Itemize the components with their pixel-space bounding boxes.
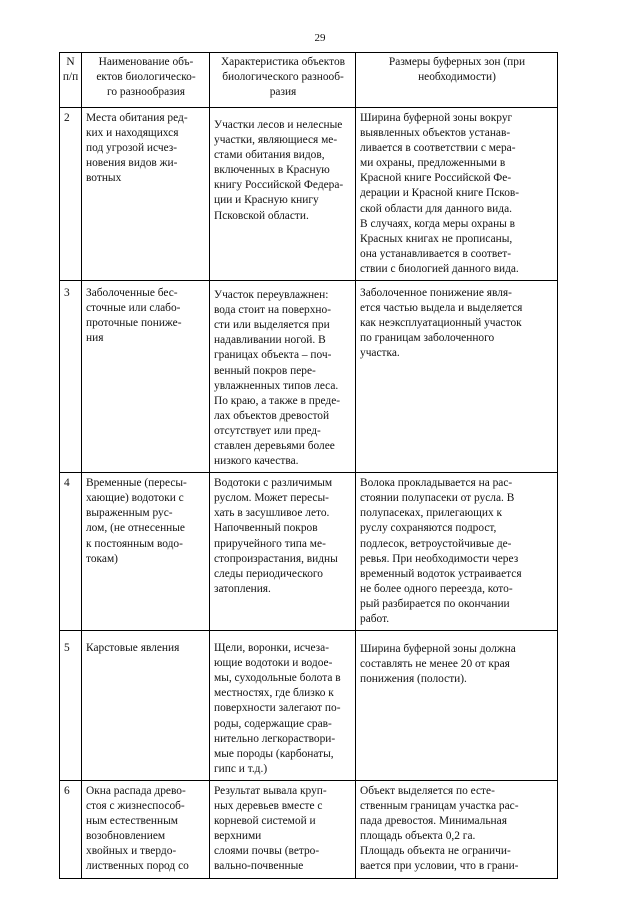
biodiversity-objects-table — [59, 52, 558, 879]
table-row — [60, 780, 558, 878]
row-number: 4 — [60, 473, 82, 631]
characteristic-cell: Щели, воронки, исчеза- ющие водотоки и водое- мы, суходольные болота в местностях, где близко к поверхности залегают по- роды, содержащие срав- нительно легкораствори- мые породы (карбонаты, гипс и т.д.) — [210, 631, 356, 781]
object-name-cell: Временные (пересы- хающие) водотоки с выраженным рус- лом, (не отнесенные к постоянным водо- токам) — [82, 473, 210, 631]
buffer-zone-cell: Ширина буферной зоны вокруг выявленных объектов устанав- ливается в соответствии с мера- ми охраны, предложенными в Красной книге Российской Фе- дерации и Красной книге Псков- ской области для данного вида. В случаях, когда меры охраны в Красных книгах не прописаны, она устанавливается в соответ- ствии с биологией данного вида. — [356, 108, 558, 281]
object-name-cell: Карстовые явления — [82, 631, 210, 781]
characteristic-cell: Водотоки с различимым руслом. Может пересы- хать в засушливое лето. Напочвенный покров приручейного типа ме- стопроизрастания, видны следы периодического затопления. — [210, 473, 356, 631]
table-row — [60, 108, 558, 281]
object-name-cell: Места обитания ред- ких и находящихся под угрозой исчез- новения видов жи- вотных — [82, 108, 210, 281]
page-number: 29 — [314, 32, 326, 44]
row-number: 3 — [60, 281, 82, 473]
characteristic-cell: Участок переувлажнен: вода стоит на поверхно- сти или выделяется при надавливании ногой. В границах объекта – поч- венный покров пере- увлажненных типов леса. По краю, а также в преде- лах объектов древостой отсутствует или пред- ставлен деревьями более низкого качества. — [210, 281, 356, 473]
buffer-zone-cell: Объект выделяется по есте- ственным границам участка рас- пада древостоя. Минимальная площадь объекта 0,2 га. Площадь объекта не ограничи- вается при условии, что в грани- — [356, 780, 558, 878]
buffer-zone-cell: Заболоченное понижение явля- ется частью выдела и выделяется как неэксплуатационный участок по границам заболоченного участка. — [356, 281, 558, 473]
table-row — [60, 631, 558, 781]
table-row — [60, 281, 558, 473]
object-name-cell: Окна распада древо- стоя с жизнеспособ- ным естественным возобновлением хвойных и твердо- лиственных пород со — [82, 780, 210, 878]
table-row — [60, 473, 558, 631]
table-header-row — [60, 53, 558, 108]
characteristic-cell: Участки лесов и нелесные участки, являющиеся ме- стами обитания видов, включенных в Красную книгу Российской Федера- ции и Красную книгу Псковской области. — [210, 108, 356, 281]
header-buffer-zone: Размеры буферных зон (при необходимости) — [356, 53, 558, 108]
header-number: N п/п — [60, 53, 82, 108]
object-name-cell: Заболоченные бес- сточные или слабо- проточные пониже- ния — [82, 281, 210, 473]
buffer-zone-cell: Ширина буферной зоны должна составлять не менее 20 от края понижения (полости). — [356, 631, 558, 781]
row-number: 2 — [60, 108, 82, 281]
row-number: 6 — [60, 780, 82, 878]
characteristic-cell: Результат вывала круп- ных деревьев вместе с корневой системой и верхними слоями почвы (ветро- вально-почвенные — [210, 780, 356, 878]
header-object-name: Наименование объ- ектов биологическо- го разнообразия — [82, 53, 210, 108]
header-characteristic: Характеристика объектов биологического разнооб- разия — [210, 53, 356, 108]
row-number: 5 — [60, 631, 82, 781]
buffer-zone-cell: Волока прокладывается на рас- стоянии полупасеки от русла. В полупасеках, прилегающих к руслу сохраняются подрост, подлесок, ветроустойчивые де- ревья. При необходимости через временный водоток устраивается не более одного переезда, кото- рый разбирается по окончании работ. — [356, 473, 558, 631]
